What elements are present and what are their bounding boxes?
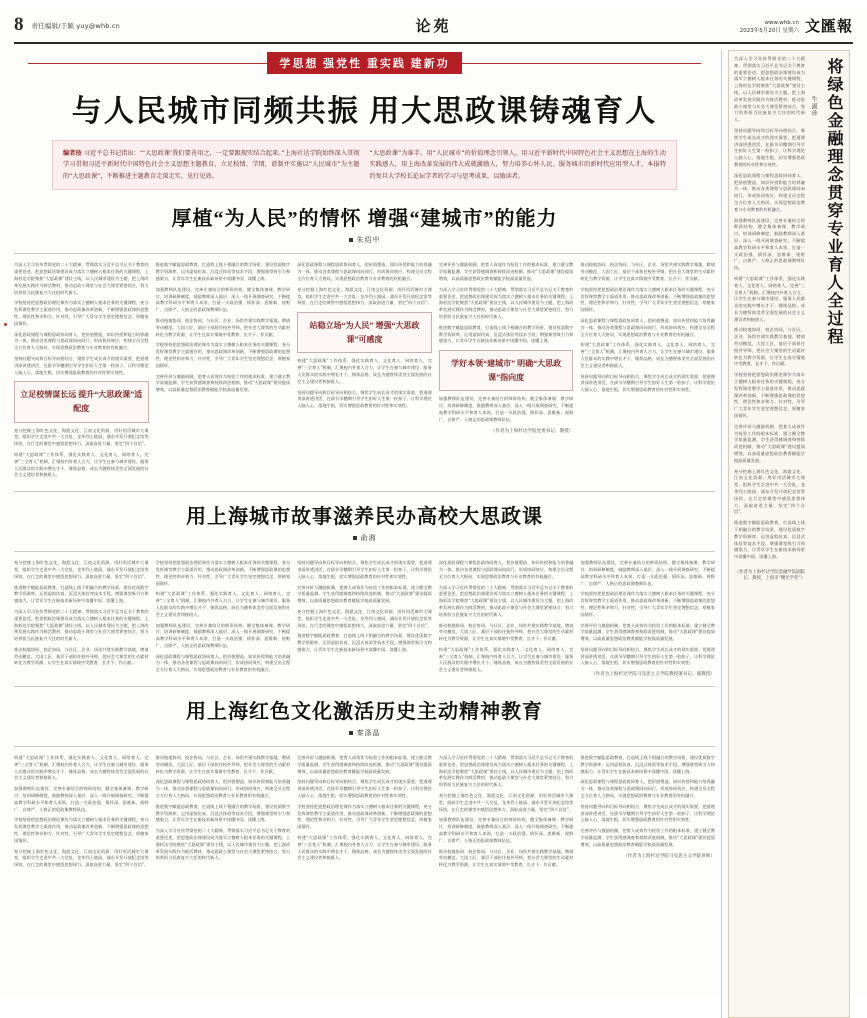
article-2-col-2 [156, 560, 291, 678]
paragraph: 构建“大思政课”工作体系，强化实践育人、文化育人、网络育人，完善“三全育人”机制，汇聚校内外育人合力，让学生在参与城市建设、服务人民群众的实践中增长才干、锤炼品格，成长为德智体美劳全面发展的社会主义建设者和接班人。 [580, 342, 715, 368]
paragraph: 充分挖掘上海红色文化、海派文化、江南文化资源，用好用活城市大课堂，组织学生走进中共一大会址、龙华烈士陵园、浦东开发开放纪念馆等场馆，在行走的课堂中感悟思想伟力，汲取奋进力量，坚定“四个自信”。 [14, 427, 149, 447]
paragraph: 完善评价与激励机制，把育人成效作为检验工作的根本标准，建立健全教学质量监测、学生获得感调查和持续改进机制，推动“大思政课”建设提质增效，以高质量思想政治教育赋能学校高质量发展。 [297, 755, 432, 774]
article-3-col-5 [580, 755, 715, 873]
article-1-callout-3: 学好本领“建城市” 明确“大思政课”指向度 [439, 350, 574, 391]
paragraph: 为深入学习宣传贯彻党的二十大精神，贯彻落实习近平总书记关于教育的重要论述，把思想政治课建设成为落实立德树人根本任务的关键课程，上海杉达学院聚焦“大思政课”建设主线，以人民城市建设为主题，把上海改革发展实践作为鲜活教材，推动思政小课堂与社会大课堂紧密结合，努力培养担当民族复兴大任的时代新人。 [438, 755, 574, 788]
paragraph: 完善评价与激励机制，把育人成效作为检验工作的根本标准，建立健全教学质量监测、学生获得感调查和持续改进机制，推动“大思政课”建设提质增效，以高质量思想政治教育赋能学校高质量发展。 [580, 622, 715, 642]
paragraph: 加强教师队伍建设，完善专兼结合的师资结构，健全集体备课、教学研讨、培训研修制度，鼓励教师深入基层、深入一线开展调查研究，不断提高教学科研水平和育人本领，打造一支政治强、情怀深、思维新、视野广、自律严、人格正的思政课教师队伍。 [155, 286, 291, 313]
paragraph: 充分挖掘上海红色文化、海派文化、江南文化资源，用好用活城市大课堂，组织学生走进中共一大会址、龙华烈士陵园、浦东开发开放纪念馆等场馆，在行走的课堂中感悟思想伟力，汲取奋进力量，坚定“四个自信”。 [14, 848, 149, 868]
paragraph: 加强教师队伍建设，完善专兼结合的师资结构，健全集体备课、教学研讨、培训研修制度，鼓励教师深入基层、深入一线开展调查研究，不断提高教学科研水平和育人本领，打造一支政治强、情怀深、思维新、视野广、自律严、人格正的思政课教师队伍。 [155, 622, 291, 648]
paragraph: 为深入学习宣传贯彻党的二十大精神，贯彻落实习近平总书记关于教育的重要论述，把思想政治课建设成为落实立德树人根本任务的关键课程，上海杉达学院聚焦“大思政课”建设主线，以人民城市建设为主题，把上海改革发展实践作为鲜活教材，推动思政小课堂与社会大课堂紧密结合，努力培养担当民族复兴大任的时代新人。 [438, 286, 574, 319]
section-title: 论苑 [415, 18, 452, 35]
article-2-byline [14, 533, 715, 543]
article-1-col-4 [439, 262, 574, 483]
rail-article-signature: （作者为上海杉达学院金融学院副院长、教授，上海市“曙光学者”） [734, 569, 805, 581]
newspaper-page [0, 8, 867, 996]
article-3-title: 用上海红色文化激活历史主动精神教育 [186, 701, 543, 724]
paragraph: 为深入学习宣传贯彻党的二十大精神，贯彻落实习近平总书记关于教育的重要论述，把思想政治课建设成为落实立德树人根本任务的关键课程，上海杉达学院聚焦“大思政课”建设主线，以人民城市建设为主题，把上海改革发展实践作为鲜活教材，推动思政小课堂与社会大课堂紧密结合，努力培养担当民族复兴大任的时代新人。 [155, 828, 291, 861]
paragraph: 推进数字赋能思政教育，打造线上线下相融合的教学场景，建设优质数字教学资源库，运用虚拟仿真、沉浸式体验等技术手段，增强课堂吸引力和感染力，让青年学生在新技术新场景中读懂中国、读懂上海。 [438, 324, 574, 344]
paragraph: 完善评价与激励机制，把育人成效作为检验工作的根本标准，建立健全教学质量监测、学生获得感调查和持续改进机制，推动“大思政课”建设提质增效，以高质量思想政治教育赋能学校高质量发展。 [580, 828, 715, 847]
article-1-col-3 [297, 262, 432, 483]
article-1-author: 朱绍中 [356, 236, 381, 245]
paragraph: 完善评价与激励机制，把育人成效作为检验工作的根本标准，建立健全教学质量监测、学生获得感调查和持续改进机制，推动“大思政课”建设提质增效，以高质量思想政治教育赋能学校高质量发展。 [297, 584, 432, 604]
paragraph: 充分挖掘上海红色文化、海派文化、江南文化资源，用好用活城市大课堂，组织学生走进中共一大会址、龙华烈士陵园、浦东开发开放纪念馆等场馆，在行走的课堂中感悟思想伟力，汲取奋进力量，坚定“四个自信”。 [297, 286, 432, 306]
article-2-title: 用上海城市故事滋养民办高校大思政课 [186, 506, 543, 529]
paragraph: 学校坚持把思想政治理论课作为落实立德树人根本任务的关键课程，充分发挥课堂教学主渠道作用，推动思政课改革创新，不断增强思政课的思想性、理论性和亲和力、针对性，引导广大青年学生坚定理想信念，厚植家国情怀。 [155, 342, 291, 368]
paragraph: 充分挖掘上海红色文化、海派文化、江南文化资源，用好用活城市大课堂，组织学生走进中共一大会址、龙华烈士陵园、浦东开发开放纪念馆等场馆，在行走的课堂中感悟思想伟力，汲取奋进力量，坚定“四个自信”。 [734, 468, 805, 515]
paragraph: 为深入学习宣传贯彻党的二十大精神，贯彻落实习近平总书记关于教育的重要论述，把思想政治课建设成为落实立德树人根本任务的关键课程，上海杉达学院聚焦“大思政课”建设主线，以人民城市建设为主题，把上海改革发展实践作为鲜活教材，推动思政小课堂与社会大课堂紧密结合，努力培养担当民族复兴大任的时代新人。 [438, 584, 574, 617]
paragraph: 深化思政课程与课程思政协同育人，把价值塑造、知识传授和能力培养融为一体，推动各类课程与思政课同向同行，形成协同效应，构建全员全程全方位育人大格局，实现思想政治教育与专业教育的有机融合。 [734, 172, 805, 212]
byline-marker-icon [349, 731, 353, 735]
paragraph: 推动校地协同、校企协同，与社区、企业、场馆共建实践教学基地，聘请劳动模范、大国工匠、基层干部担任校外导师，把社会大课堂的生动素材转化为教学资源，让学生在真实情境中受教育、长才干、作贡献。 [14, 646, 149, 666]
paragraph: 坚持问题导向和目标导向相结合，聚焦学生成长成才的现实需要，把道理讲深讲透讲活，在拔节孕穗期引导学生扣好人生第一粒扣子，让科学理论入脑入心、落地生根，切实增强思政教育的针对性和实效性。 [734, 127, 805, 167]
divider [14, 551, 715, 552]
page-number: 8 [14, 14, 24, 35]
divider [14, 686, 715, 687]
paragraph: 学校坚持把思想政治理论课作为落实立德树人根本任务的关键课程，充分发挥课堂教学主渠道作用，推动思政课改革创新，不断增强思政课的思想性、理论性和亲和力、针对性，引导广大青年学生坚定理想信念，厚植家国情怀。 [14, 300, 149, 326]
paragraph: 构建“大思政课”工作体系，强化实践育人、文化育人、网络育人，完善“三全育人”机制，汇聚校内外育人合力，让学生在参与城市建设、服务人民群众的实践中增长才干、锤炼品格，成长为德智体美劳全面发展的社会主义建设者和接班人。 [14, 755, 149, 781]
rail-article-author: 牛淑珍 [810, 96, 817, 117]
article-3-col-2 [156, 755, 291, 873]
paragraph: 学校坚持把思想政治理论课作为落实立德树人根本任务的关键课程，充分发挥课堂教学主渠道作用，推动思政课改革创新，不断增强思政课的思想性、理论性和亲和力、针对性，引导广大青年学生坚定理想信念，厚植家国情怀。 [580, 591, 715, 617]
article-2-author: 俞湘 [360, 534, 377, 543]
paragraph: 学校坚持把思想政治理论课作为落实立德树人根本任务的关键课程，充分发挥课堂教学主渠道作用，推动思政课改革创新，不断增强思政课的思想性、理论性和亲和力、针对性，引导广大青年学生坚定理想信念，厚植家国情怀。 [297, 803, 432, 830]
main-column [14, 50, 722, 1018]
masthead [14, 8, 853, 44]
publication-date: 2023年5月20日 星期六 [739, 28, 799, 35]
article-3-columns [14, 755, 715, 873]
paragraph: 深化思政课程与课程思政协同育人，把价值塑造、知识传授和能力培养融为一体，推动各类课程与思政课同向同行，形成协同效应，构建全员全程全方位育人大格局，实现思想政治教育与专业教育的有机融合。 [438, 560, 574, 579]
article-2-col-5 [580, 560, 715, 678]
paragraph: 加强教师队伍建设，完善专兼结合的师资结构，健全集体备课、教学研讨、培训研修制度，鼓励教师深入基层、深入一线开展调查研究，不断提高教学科研水平和育人本领，打造一支政治强、情怀深、思维新、视野广、自律严、人格正的思政课教师队伍。 [438, 396, 574, 422]
paragraph: 构建“大思政课”工作体系，强化实践育人、文化育人、网络育人，完善“三全育人”机制，汇聚校内外育人合力，让学生在参与城市建设、服务人民群众的实践中增长才干、锤炼品格，成长为德智体美劳全面发展的社会主义建设者和接班人。 [734, 275, 805, 322]
article-1-callout-1: 立足校情谋长远 提升“大思政课”适配度 [14, 381, 149, 422]
paragraph: 学校坚持把思想政治理论课作为落实立德树人根本任务的关键课程，充分发挥课堂教学主渠道作用，推动思政课改革创新，不断增强思政课的思想性、理论性和亲和力、针对性，引导广大青年学生坚定理想信念，厚植家国情怀。 [14, 817, 149, 843]
registration-mark [4, 323, 7, 326]
paragraph: 深化思政课程与课程思政协同育人，把价值塑造、知识传授和能力培养融为一体，推动各类课程与思政课同向同行，形成协同效应，构建全员全程全方位育人大格局，实现思想政治教育与专业教育的有机融合。 [297, 262, 432, 281]
paragraph: 推进数字赋能思政教育，打造线上线下相融合的教学场景，建设优质数字教学资源库，运用虚拟仿真、沉浸式体验等技术手段，增强课堂吸引力和感染力，让青年学生在新技术新场景中读懂中国、读懂上海。 [14, 584, 149, 604]
divider [14, 491, 715, 492]
paragraph: 深化思政课程与课程思政协同育人，把价值塑造、知识传授和能力培养融为一体，推动各类课程与思政课同向同行，形成协同效应，构建全员全程全方位育人大格局，实现思想政治教育与专业教育的有机融合。 [580, 317, 715, 337]
rail-article-title: 将绿色金融理念贯穿专业育人全过程 [825, 58, 842, 346]
paragraph: 深化思政课程与课程思政协同育人，把价值塑造、知识传授和能力培养融为一体，推动各类课程与思政课同向同行，形成协同效应，构建全员全程全方位育人大格局，实现思想政治教育与专业教育的有机融合。 [14, 331, 149, 351]
paragraph: 推动校地协同、校企协同，与社区、企业、场馆共建实践教学基地，聘请劳动模范、大国工匠、基层干部担任校外导师，把社会大课堂的生动素材转化为教学资源，让学生在真实情境中受教育、长才干、作贡献。 [438, 848, 574, 868]
paragraph: 深化思政课程与课程思政协同育人，把价值塑造、知识传授和能力培养融为一体，推动各类课程与思政课同向同行，形成协同效应，构建全员全程全方位育人大格局，实现思想政治教育与专业教育的有机融合。 [155, 779, 291, 799]
paragraph: 构建“大思政课”工作体系，强化实践育人、文化育人、网络育人，完善“三全育人”机制，汇聚校内外育人合力，让学生在参与城市建设、服务人民群众的实践中增长才干、锤炼品格，成长为德智体美劳全面发展的社会主义建设者和接班人。 [297, 358, 432, 384]
article-2-signature: （作者为上海杉达学院马克思主义学院教授兼书记、副教授） [590, 672, 715, 678]
paragraph: 推动校地协同、校企协同，与社区、企业、场馆共建实践教学基地，聘请劳动模范、大国工匠、基层干部担任校外导师，把社会大课堂的生动素材转化为教学资源，让学生在真实情境中受教育、长才干、作贡献。 [438, 622, 574, 642]
article-1-title: 厚植“为人民”的情怀 增强“建城市”的能力 [171, 208, 558, 231]
paragraph: 坚持问题导向和目标导向相结合，聚焦学生成长成才的现实需要，把道理讲深讲透讲活，在拔节孕穗期引导学生扣好人生第一粒扣子，让科学理论入脑入心、落地生根，切实增强思政教育的针对性和实效性。 [580, 803, 715, 823]
article-2 [14, 500, 715, 678]
paragraph: 推进数字赋能思政教育，打造线上线下相融合的教学场景，建设优质数字教学资源库，运用虚拟仿真、沉浸式体验等技术手段，增强课堂吸引力和感染力，让青年学生在新技术新场景中读懂中国、读懂上海。 [580, 755, 715, 774]
article-1-byline [14, 235, 715, 245]
editor-credit: 责任编辑/于颖 yuy@whb.cn [31, 21, 120, 30]
article-3-signature: （作者为上海杉达学院马克思主义学院讲师） [623, 853, 715, 859]
article-3 [14, 695, 715, 873]
editor-note-col-2: “大思政课”为谁手，用“人民城市”的价值理念引领人，用习近平新时代中国特色社会主义思想在上海的生动实践感人，用上海改革发展的伟大成就激励人，努力培养心怀人民、服务城市的新时代应用型人才。本报特约复旦大学校长论坛学者的学习与思考成果，以飨读者。 [369, 150, 666, 180]
paragraph: 推进数字赋能思政教育，打造线上线下相融合的教学场景，建设优质数字教学资源库，运用虚拟仿真、沉浸式体验等技术手段，增强课堂吸引力和感染力，让青年学生在新技术新场景中读懂中国、读懂上海。 [155, 803, 291, 823]
paragraph: 深化思政课程与课程思政协同育人，把价值塑造、知识传授和能力培养融为一体，推动各类课程与思政课同向同行，形成协同效应，构建全员全程全方位育人大格局，实现思想政治教育与专业教育的有机融合。 [580, 779, 715, 799]
article-1 [14, 202, 715, 483]
article-3-col-3 [297, 755, 432, 873]
paragraph: 充分挖掘上海红色文化、海派文化、江南文化资源，用好用活城市大课堂，组织学生走进中共一大会址、龙华烈士陵园、浦东开发开放纪念馆等场馆，在行走的课堂中感悟思想伟力，汲取奋进力量，坚定“四个自信”。 [14, 560, 149, 579]
campaign-banner [14, 52, 715, 74]
article-2-col-1 [14, 560, 149, 678]
rail-article-byline [809, 56, 818, 1012]
article-1-col-2 [156, 262, 291, 483]
rail-article [728, 50, 850, 1018]
article-3-byline [14, 728, 715, 738]
article-1-columns [14, 262, 715, 483]
paragraph: 构建“大思政课”工作体系，强化实践育人、文化育人、网络育人，完善“三全育人”机制，汇聚校内外育人合力，让学生在参与城市建设、服务人民群众的实践中增长才干、锤炼品格，成长为德智体美劳全面发展的社会主义建设者和接班人。 [14, 451, 149, 478]
paragraph: 学校坚持把思想政治理论课作为落实立德树人根本任务的关键课程，充分发挥课堂教学主渠道作用，推动思政课改革创新，不断增强思政课的思想性、理论性和亲和力、针对性，引导广大青年学生坚定理想信念，厚植家国情怀。 [580, 286, 715, 313]
byline-marker-icon [353, 536, 357, 540]
article-3-author: 秦涤晶 [356, 729, 381, 738]
paragraph: 推进数字赋能思政教育，打造线上线下相融合的教学场景，建设优质数字教学资源库，运用虚拟仿真、沉浸式体验等技术手段，增强课堂吸引力和感染力，让青年学生在新技术新场景中读懂中国、读懂上海。 [155, 262, 291, 281]
website-url: www.whb.cn [764, 20, 799, 26]
paragraph: 完善评价与激励机制，把育人成效作为检验工作的根本标准，建立健全教学质量监测、学生获得感调查和持续改进机制，推动“大思政课”建设提质增效，以高质量思想政治教育赋能学校高质量发展。 [734, 423, 805, 463]
article-1-signature: （作者为上海杉达学院党委书记、教授） [490, 428, 574, 434]
editor-note [52, 140, 677, 190]
paragraph: 完善评价与激励机制，把育人成效作为检验工作的根本标准，建立健全教学质量监测、学生获得感调查和持续改进机制，推动“大思政课”建设提质增效，以高质量思想政治教育赋能学校高质量发展。 [438, 262, 574, 281]
paragraph: 构建“大思政课”工作体系，强化实践育人、文化育人、网络育人，完善“三全育人”机制，汇聚校内外育人合力，让学生在参与城市建设、服务人民群众的实践中增长才干、锤炼品格，成长为德智体美劳全面发展的社会主义建设者和接班人。 [155, 591, 291, 617]
article-1-col-5 [580, 262, 715, 483]
paper-logo: 文匯報 [804, 18, 853, 35]
paragraph: 加强教师队伍建设，完善专兼结合的师资结构，健全集体备课、教学研讨、培训研修制度，鼓励教师深入基层、深入一线开展调查研究，不断提高教学科研水平和育人本领，打造一支政治强、情怀深、思维新、视野广、自律严、人格正的思政课教师队伍。 [14, 786, 149, 812]
byline-marker-icon [349, 238, 353, 242]
paragraph: 推进数字赋能思政教育，打造线上线下相融合的教学场景，建设优质数字教学资源库，运用虚拟仿真、沉浸式体验等技术手段，增强课堂吸引力和感染力，让青年学生在新技术新场景中读懂中国、读懂上海。 [734, 520, 805, 560]
article-2-col-3 [297, 560, 432, 678]
paragraph: 深化思政课程与课程思政协同育人，把价值塑造、知识传授和能力培养融为一体，推动各类课程与思政课同向同行，形成协同效应，构建全员全程全方位育人大格局，实现思想政治教育与专业教育的有机融合。 [155, 653, 291, 673]
editor-note-label: 编者按 [63, 150, 82, 157]
divider [14, 253, 715, 254]
paragraph: 完善评价与激励机制，把育人成效作为检验工作的根本标准，建立健全教学质量监测、学生获得感调查和持续改进机制，推动“大思政课”建设提质增效，以高质量思想政治教育赋能学校高质量发展。 [155, 373, 291, 393]
article-2-col-4 [439, 560, 574, 678]
rail-text-column [734, 56, 805, 1012]
campaign-banner-label: 学思想 强党性 重实践 建新功 [267, 52, 461, 74]
editor-note-col-1 [63, 148, 360, 182]
paragraph: 构建“大思政课”工作体系，强化实践育人、文化育人、网络育人，完善“三全育人”机制，汇聚校内外育人合力，让学生在参与城市建设、服务人民群众的实践中增长才干、锤炼品格，成长为德智体美劳全面发展的社会主义建设者和接班人。 [297, 835, 432, 861]
article-1-callout-2: 站稳立场“为人民” 增强“大思政课”可感度 [297, 312, 432, 353]
paragraph: 坚持问题导向和目标导向相结合，聚焦学生成长成才的现实需要，把道理讲深讲透讲活，在拔节孕穗期引导学生扣好人生第一粒扣子，让科学理论入脑入心、落地生根，切实增强思政教育的针对性和实效性。 [580, 373, 715, 393]
paragraph: 坚持问题导向和目标导向相结合，聚焦学生成长成才的现实需要，把道理讲深讲透讲活，在拔节孕穗期引导学生扣好人生第一粒扣子，让科学理论入脑入心、落地生根，切实增强思政教育的针对性和实效性。 [297, 560, 432, 579]
editor-note-text-1: 习近平总书记指出：“‘大思政课’我们要善用之，一定要跟现实结合起来。”上海社达学院始终深入贯彻学习贯彻习近平新时代中国特色社会主义思想主题教育，立足校情、学情，谱制并实施以“人民城市”为主题的“大思政课”，不断推进主题教育走深走实、见行见效。 [63, 150, 360, 180]
article-1-col-1 [14, 262, 149, 483]
paragraph: 加强教师队伍建设，完善专兼结合的师资结构，健全集体备课、教学研讨、培训研修制度，鼓励教师深入基层、深入一线开展调查研究，不断提高教学科研水平和育人本领，打造一支政治强、情怀深、思维新、视野广、自律严、人格正的思政课教师队伍。 [734, 217, 805, 271]
paragraph: 为深入学习宣传贯彻党的二十大精神，贯彻落实习近平总书记关于教育的重要论述，把思想政治课建设成为落实立德树人根本任务的关键课程，上海杉达学院聚焦“大思政课”建设主线，以人民城市建设为主题，把上海改革发展实践作为鲜活教材，推动思政小课堂与社会大课堂紧密结合，努力培养担当民族复兴大任的时代新人。 [14, 608, 149, 642]
paragraph: 加强教师队伍建设，完善专兼结合的师资结构，健全集体备课、教学研讨、培训研修制度，鼓励教师深入基层、深入一线开展调查研究，不断提高教学科研水平和育人本领，打造一支政治强、情怀深、思维新、视野广、自律严、人格正的思政课教师队伍。 [580, 560, 715, 586]
paragraph: 推动校地协同、校企协同，与社区、企业、场馆共建实践教学基地，聘请劳动模范、大国工匠、基层干部担任校外导师，把社会大课堂的生动素材转化为教学资源，让学生在真实情境中受教育、长才干、作贡献。 [155, 317, 291, 337]
paragraph: 坚持问题导向和目标导向相结合，聚焦学生成长成才的现实需要，把道理讲深讲透讲活，在拔节孕穗期引导学生扣好人生第一粒扣子，让科学理论入脑入心、落地生根，切实增强思政教育的针对性和实效性。 [14, 355, 149, 375]
article-3-col-4 [439, 755, 574, 873]
paragraph: 为深入学习宣传贯彻党的二十大精神，贯彻落实习近平总书记关于教育的重要论述，把思想政治课建设成为落实立德树人根本任务的关键课程，上海杉达学院聚焦“大思政课”建设主线，以人民城市建设为主题，把上海改革发展实践作为鲜活教材，推动思政小课堂与社会大课堂紧密结合，努力培养担当民族复兴大任的时代新人。 [734, 56, 805, 123]
paragraph: 学校坚持把思想政治理论课作为落实立德树人根本任务的关键课程，充分发挥课堂教学主渠道作用，推动思政课改革创新，不断增强思政课的思想性、理论性和亲和力、针对性，引导广大青年学生坚定理想信念，厚植家国情怀。 [155, 560, 291, 586]
paragraph: 充分挖掘上海红色文化、海派文化、江南文化资源，用好用活城市大课堂，组织学生走进中共一大会址、龙华烈士陵园、浦东开发开放纪念馆等场馆，在行走的课堂中感悟思想伟力，汲取奋进力量，坚定“四个自信”。 [297, 608, 432, 628]
paragraph: 构建“大思政课”工作体系，强化实践育人、文化育人、网络育人，完善“三全育人”机制，汇聚校内外育人合力，让学生在参与城市建设、服务人民群众的实践中增长才干、锤炼品格，成长为德智体美劳全面发展的社会主义建设者和接班人。 [438, 646, 574, 673]
paragraph: 充分挖掘上海红色文化、海派文化、江南文化资源，用好用活城市大课堂，组织学生走进中共一大会址、龙华烈士陵园、浦东开发开放纪念馆等场馆，在行走的课堂中感悟思想伟力，汲取奋进力量，坚定“四个自信”。 [438, 793, 574, 812]
article-2-columns [14, 560, 715, 678]
paragraph: 为深入学习宣传贯彻党的二十大精神，贯彻落实习近平总书记关于教育的重要论述，把思想政治课建设成为落实立德树人根本任务的关键课程，上海杉达学院聚焦“大思政课”建设主线，以人民城市建设为主题，把上海改革发展实践作为鲜活教材，推动思政小课堂与社会大课堂紧密结合，努力培养担当民族复兴大任的时代新人。 [14, 262, 149, 295]
paragraph: 加强教师队伍建设，完善专兼结合的师资结构，健全集体备课、教学研讨、培训研修制度，鼓励教师深入基层、深入一线开展调查研究，不断提高教学科研水平和育人本领，打造一支政治强、情怀深、思维新、视野广、自律严、人格正的思政课教师队伍。 [438, 817, 574, 843]
page-body [14, 50, 853, 1018]
page-headline: 与人民城市同频共振 用大思政课铸魂育人 [71, 95, 658, 128]
paragraph: 推动校地协同、校企协同，与社区、企业、场馆共建实践教学基地，聘请劳动模范、大国工匠、基层干部担任校外导师，把社会大课堂的生动素材转化为教学资源，让学生在真实情境中受教育、长才干、作贡献。 [580, 262, 715, 281]
article-3-col-1 [14, 755, 149, 873]
paragraph: 坚持问题导向和目标导向相结合，聚焦学生成长成才的现实需要，把道理讲深讲透讲活，在拔节孕穗期引导学生扣好人生第一粒扣子，让科学理论入脑入心、落地生根，切实增强思政教育的针对性和实效性。 [297, 779, 432, 799]
paragraph: 推进数字赋能思政教育，打造线上线下相融合的教学场景，建设优质数字教学资源库，运用虚拟仿真、沉浸式体验等技术手段，增强课堂吸引力和感染力，让青年学生在新技术新场景中读懂中国、读懂上海。 [297, 633, 432, 652]
paragraph: 学校坚持把思想政治理论课作为落实立德树人根本任务的关键课程，充分发挥课堂教学主渠道作用，推动思政课改革创新，不断增强思政课的思想性、理论性和亲和力、针对性，引导广大青年学生坚定理想信念，厚植家国情怀。 [734, 372, 805, 419]
paragraph: 坚持问题导向和目标导向相结合，聚焦学生成长成才的现实需要，把道理讲深讲透讲活，在拔节孕穗期引导学生扣好人生第一粒扣子，让科学理论入脑入心、落地生根，切实增强思政教育的针对性和实效性。 [580, 646, 715, 666]
paragraph: 推动校地协同、校企协同，与社区、企业、场馆共建实践教学基地，聘请劳动模范、大国工匠、基层干部担任校外导师，把社会大课堂的生动素材转化为教学资源，让学生在真实情境中受教育、长才干、作贡献。 [155, 755, 291, 774]
paragraph: 坚持问题导向和目标导向相结合，聚焦学生成长成才的现实需要，把道理讲深讲透讲活，在拔节孕穗期引导学生扣好人生第一粒扣子，让科学理论入脑入心、落地生根，切实增强思政教育的针对性和实效性。 [297, 389, 432, 409]
paragraph: 推动校地协同、校企协同，与社区、企业、场馆共建实践教学基地，聘请劳动模范、大国工匠、基层干部担任校外导师，把社会大课堂的生动素材转化为教学资源，让学生在真实情境中受教育、长才干、作贡献。 [734, 327, 805, 367]
right-rail [722, 50, 850, 1018]
divider [14, 746, 715, 747]
